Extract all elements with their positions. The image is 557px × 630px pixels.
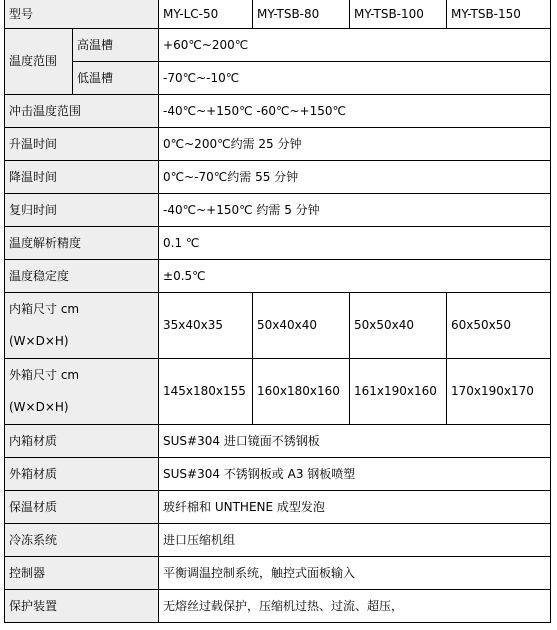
model-cell: MY-TSB-80 bbox=[253, 0, 350, 28]
outer-size-value: 170x190x170 bbox=[447, 358, 551, 424]
outer-size-label bbox=[5, 358, 159, 424]
inner-material-label: 内箱材质 bbox=[5, 424, 159, 457]
stability-value: ±0.5℃ bbox=[159, 259, 551, 292]
temp-range-label: 温度范围 bbox=[5, 28, 73, 94]
stability-label: 温度稳定度 bbox=[5, 259, 159, 292]
inner-size-row bbox=[5, 292, 551, 358]
outer-size-label-line1: 外箱尺寸 cm bbox=[9, 368, 80, 382]
controller-row bbox=[5, 556, 551, 589]
heat-time-label: 升温时间 bbox=[5, 127, 159, 160]
model-cell: MY-LC-50 bbox=[159, 0, 253, 28]
outer-material-value: SUS#304 不锈钢板或 A3 钢板喷塑 bbox=[159, 457, 551, 490]
insulation-value: 玻纤棉和 UNTHENE 成型发泡 bbox=[159, 490, 551, 523]
outer-size-value: 145x180x155 bbox=[159, 358, 253, 424]
model-cell: MY-TSB-100 bbox=[350, 0, 447, 28]
temp-range-low-row bbox=[5, 61, 551, 94]
stability-row bbox=[5, 259, 551, 292]
header-row bbox=[5, 0, 551, 28]
high-temp-label: 高温槽 bbox=[73, 28, 159, 61]
inner-size-value: 50x40x40 bbox=[253, 292, 350, 358]
heat-time-row bbox=[5, 127, 551, 160]
temp-range-high-row bbox=[5, 28, 551, 61]
cooling-row bbox=[5, 523, 551, 556]
inner-size-label-line1: 内箱尺寸 cm bbox=[9, 302, 80, 316]
recover-time-value: -40℃~+150℃ 约需 5 分钟 bbox=[159, 193, 551, 226]
recover-time-label: 复归时间 bbox=[5, 193, 159, 226]
recover-time-row bbox=[5, 193, 551, 226]
shock-range-value: -40℃~+150℃ -60℃~+150℃ bbox=[159, 94, 551, 127]
inner-material-row bbox=[5, 424, 551, 457]
resolution-label: 温度解析精度 bbox=[5, 226, 159, 259]
protection-value: 无熔丝过载保护，压缩机过热、过流、超压， bbox=[159, 589, 551, 622]
controller-label: 控制器 bbox=[5, 556, 159, 589]
protection-label: 保护装置 bbox=[5, 589, 159, 622]
model-cell: MY-TSB-150 bbox=[447, 0, 551, 28]
spec-table bbox=[4, 0, 551, 623]
shock-range-row bbox=[5, 94, 551, 127]
cool-time-label: 降温时间 bbox=[5, 160, 159, 193]
insulation-row bbox=[5, 490, 551, 523]
heat-time-value: 0℃~200℃约需 25 分钟 bbox=[159, 127, 551, 160]
inner-material-value: SUS#304 进口镜面不锈钢板 bbox=[159, 424, 551, 457]
inner-size-label bbox=[5, 292, 159, 358]
shock-range-label: 冲击温度范围 bbox=[5, 94, 159, 127]
controller-value: 平衡调温控制系统，触控式面板输入 bbox=[159, 556, 551, 589]
outer-size-value: 160x180x160 bbox=[253, 358, 350, 424]
inner-size-value: 50x50x40 bbox=[350, 292, 447, 358]
high-temp-value: +60℃~200℃ bbox=[159, 28, 551, 61]
cool-time-value: 0℃~-70℃约需 55 分钟 bbox=[159, 160, 551, 193]
cool-time-row bbox=[5, 160, 551, 193]
cooling-label: 冷冻系统 bbox=[5, 523, 159, 556]
outer-size-label-line2: (W×D×H) bbox=[9, 400, 69, 414]
resolution-value: 0.1 ℃ bbox=[159, 226, 551, 259]
low-temp-value: -70℃~-10℃ bbox=[159, 61, 551, 94]
outer-material-label: 外箱材质 bbox=[5, 457, 159, 490]
model-label: 型号 bbox=[5, 0, 159, 28]
protection-row bbox=[5, 589, 551, 622]
outer-size-row bbox=[5, 358, 551, 424]
cooling-value: 进口压缩机组 bbox=[159, 523, 551, 556]
outer-size-value: 161x190x160 bbox=[350, 358, 447, 424]
outer-material-row bbox=[5, 457, 551, 490]
inner-size-value: 35x40x35 bbox=[159, 292, 253, 358]
low-temp-label: 低温槽 bbox=[73, 61, 159, 94]
inner-size-label-line2: (W×D×H) bbox=[9, 334, 69, 348]
insulation-label: 保温材质 bbox=[5, 490, 159, 523]
inner-size-value: 60x50x50 bbox=[447, 292, 551, 358]
resolution-row bbox=[5, 226, 551, 259]
